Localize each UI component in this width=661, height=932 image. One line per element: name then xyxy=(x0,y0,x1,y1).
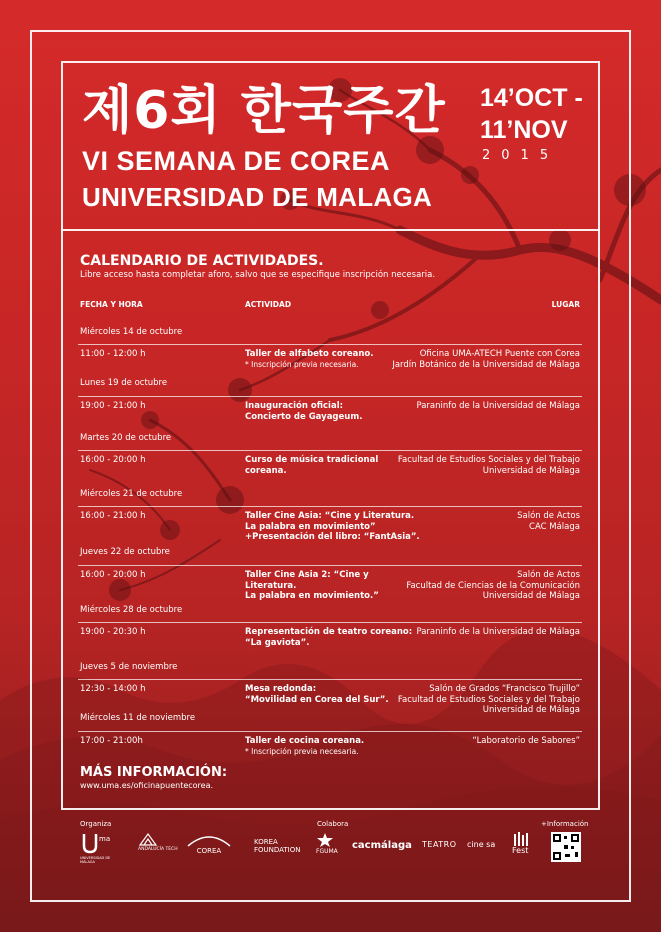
uma-logo-text: UNIVERSIDAD DE MÁLAGA xyxy=(80,856,111,864)
schedule-activity: Inauguración oficial: Concierto de Gayageum. xyxy=(245,401,363,422)
organiza-label: Organiza xyxy=(80,820,112,828)
schedule-time: 17:00 - 21:00h xyxy=(80,736,143,746)
korean-title: 제6회 한국주간 xyxy=(82,81,446,141)
cine-text: cine sa xyxy=(467,840,496,849)
cine-logo xyxy=(467,840,495,849)
schedule-day: Jueves 5 de noviembre xyxy=(80,662,178,672)
schedule-place: Oficina UMA-ATECH Puente con Corea Jardín Botánico de la Universidad de Málaga xyxy=(392,349,580,370)
schedule-activity: Taller Cine Asia 2: “Cine y Literatura. La palabra en movimiento.” xyxy=(245,570,379,601)
fest-text: Fest xyxy=(512,846,529,855)
svg-text:ma: ma xyxy=(99,835,111,843)
date-start: 14’OCT - xyxy=(480,84,583,112)
schedule-day: Jueves 22 de octubre xyxy=(80,547,170,557)
date-end: 11’NOV xyxy=(480,116,568,144)
schedule-day: Miércoles 11 de noviembre xyxy=(80,713,196,723)
andalucia-tech-text: ANDALUCÍA TECH xyxy=(138,847,178,852)
schedule-activity: Mesa redonda: “Movilidad en Corea del Sur”. xyxy=(245,684,389,705)
more-info-url[interactable]: www.uma.es/oficinapuentecorea. xyxy=(80,781,214,790)
schedule-place: Paraninfo de la Universidad de Málaga xyxy=(416,627,580,637)
schedule-place: Paraninfo de la Universidad de Málaga xyxy=(416,401,580,411)
row-divider xyxy=(78,622,582,623)
schedule-activity: Taller de alfabeto coreano. * Inscripción previa necesaria. xyxy=(245,349,420,370)
qr-code[interactable] xyxy=(551,832,581,862)
row-divider xyxy=(78,450,582,451)
title-line-1: VI SEMANA DE COREA xyxy=(82,146,391,176)
row-divider xyxy=(78,731,582,732)
column-header-activity: ACTIVIDAD xyxy=(245,300,292,309)
fest-logo xyxy=(512,832,534,855)
schedule-time: 12:30 - 14:00 h xyxy=(80,684,146,694)
fguma-logo xyxy=(316,832,338,855)
schedule-time: 19:00 - 20:30 h xyxy=(80,627,146,637)
schedule-activity: Curso de música tradicional coreana. xyxy=(245,455,379,476)
schedule-day: Miércoles 21 de octubre xyxy=(80,489,183,499)
schedule-day: Miércoles 14 de octubre xyxy=(80,327,183,337)
puente-corea-text: COREA xyxy=(196,847,222,855)
calendar-title: CALENDARIO DE ACTIVIDADES. xyxy=(80,253,324,269)
schedule-activity: Representación de teatro coreano: “La gaviota”. xyxy=(245,627,413,648)
korea-foundation-text: KOREA FOUNDATION xyxy=(254,838,301,854)
cac-malaga-text: cacmálaga xyxy=(352,840,412,851)
schedule-day: Miércoles 28 de octubre xyxy=(80,605,183,615)
column-header-date: FECHA Y HORA xyxy=(80,300,143,309)
schedule-time: 16:00 - 20:00 h xyxy=(80,455,146,465)
fguma-text: FGUMA xyxy=(316,848,338,855)
column-header-place: LUGAR xyxy=(551,300,580,309)
schedule-time: 16:00 - 21:00 h xyxy=(80,511,146,521)
schedule-note: * Inscripción previa necesaria. xyxy=(245,359,359,369)
schedule-day: Martes 20 de octubre xyxy=(80,433,172,443)
schedule-place: Salón de Actos Facultad de Ciencias de la Comunicación Universidad de Málaga xyxy=(406,570,580,601)
header-divider xyxy=(61,229,600,231)
schedule-time: 16:00 - 20:00 h xyxy=(80,570,146,580)
schedule-place: “Laboratorio de Sabores” xyxy=(472,736,580,746)
row-divider xyxy=(78,396,582,397)
schedule-place: Salón de Grados “Francisco Trujillo” Facultad de Estudios Sociales y del Trabajo Universidad de Málaga xyxy=(397,684,580,715)
teatro-text: TEATRO xyxy=(422,840,457,849)
title-line-2: UNIVERSIDAD DE MALAGA xyxy=(82,182,433,212)
puente-corea-logo xyxy=(186,832,232,855)
schedule-place: Salón de Actos CAC Málaga xyxy=(517,511,580,532)
row-divider xyxy=(78,344,582,345)
schedule-day: Lunes 19 de octubre xyxy=(80,378,168,388)
schedule-activity: Taller Cine Asia: “Cine y Literatura. La palabra en movimiento” +Presentación del libro: “FantAsia”. xyxy=(245,511,420,542)
row-divider xyxy=(78,679,582,680)
more-info-label: +Información xyxy=(541,820,589,828)
year: 2015 xyxy=(482,148,560,163)
schedule-activity: Taller de cocina coreana. * Inscripción previa necesaria. xyxy=(245,736,420,757)
colabora-label: Colabora xyxy=(317,820,349,828)
more-info-title: MÁS INFORMACIÓN: xyxy=(80,765,228,780)
row-divider xyxy=(78,565,582,566)
cac-malaga-logo xyxy=(352,840,412,851)
schedule-time: 11:00 - 12:00 h xyxy=(80,349,146,359)
schedule-note: * Inscripción previa necesaria. xyxy=(245,746,359,756)
korea-foundation-logo xyxy=(254,838,301,854)
schedule-time: 19:00 - 21:00 h xyxy=(80,401,146,411)
teatro-logo xyxy=(422,840,457,849)
schedule-place: Facultad de Estudios Sociales y del Trabajo Universidad de Málaga xyxy=(397,455,580,476)
calendar-subtitle: Libre acceso hasta completar aforo, salvo que se especifique inscripción necesaria. xyxy=(80,270,436,280)
row-divider xyxy=(78,506,582,507)
uma-logo xyxy=(80,832,120,864)
andalucia-tech-logo xyxy=(138,832,178,853)
